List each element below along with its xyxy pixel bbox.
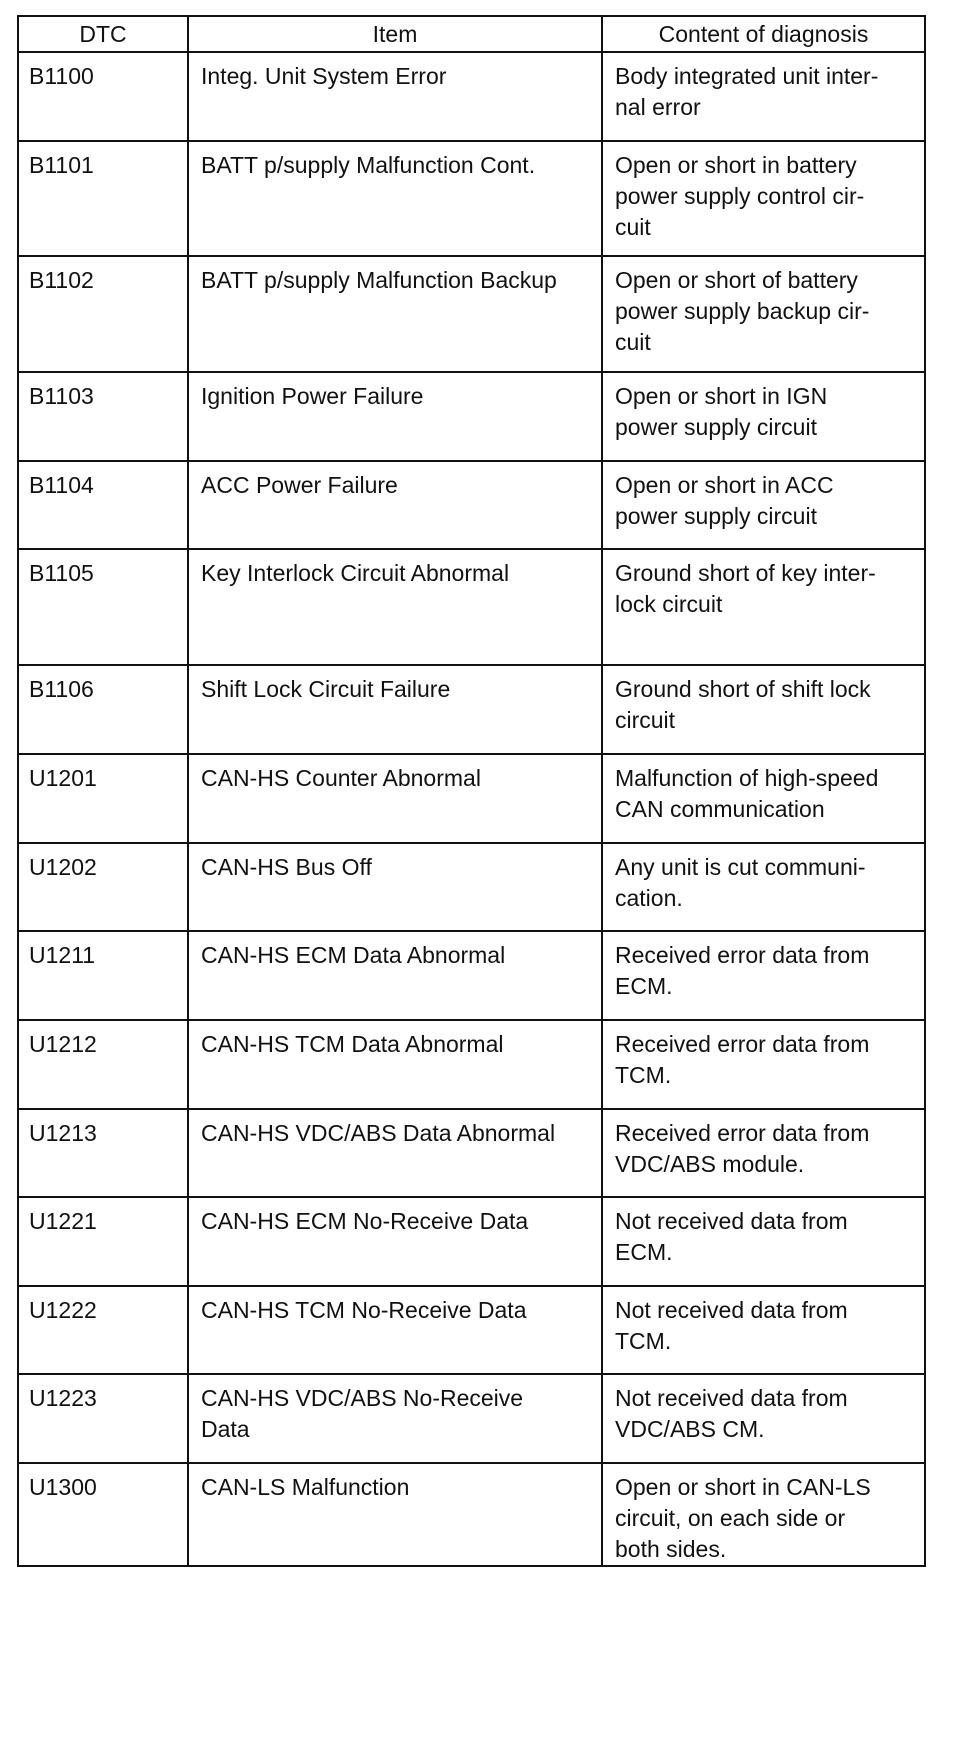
table-row <box>18 1286 925 1374</box>
dtc-code-cell: B1105 <box>18 549 188 665</box>
table-row <box>18 843 925 931</box>
table-row <box>18 1197 925 1286</box>
table-row <box>18 256 925 372</box>
diagnosis-cell: Ground short of key inter- lock circuit <box>602 549 925 665</box>
diagnosis-cell: Body integrated unit inter- nal error <box>602 52 925 141</box>
header-dtc: DTC <box>18 16 188 52</box>
diagnosis-cell: Open or short of battery power supply backup cir- cuit <box>602 256 925 372</box>
diagnosis-cell: Open or short in battery power supply control cir- cuit <box>602 141 925 256</box>
table-row <box>18 1374 925 1463</box>
item-cell: Shift Lock Circuit Failure <box>188 665 602 754</box>
dtc-code-cell: U1300 <box>18 1463 188 1566</box>
header-row <box>18 16 925 52</box>
item-cell: BATT p/supply Malfunction Backup <box>188 256 602 372</box>
dtc-code-cell: B1103 <box>18 372 188 461</box>
diagnosis-cell: Not received data from ECM. <box>602 1197 925 1286</box>
dtc-table <box>17 15 926 1567</box>
diagnosis-cell: Malfunction of high-speed CAN communication <box>602 754 925 843</box>
table-row <box>18 665 925 754</box>
dtc-code-cell: B1100 <box>18 52 188 141</box>
table-row <box>18 549 925 665</box>
table-header <box>18 16 925 52</box>
diagnosis-cell: Received error data from TCM. <box>602 1020 925 1109</box>
table-row <box>18 141 925 256</box>
diagnosis-cell: Not received data from TCM. <box>602 1286 925 1374</box>
dtc-code-cell: U1221 <box>18 1197 188 1286</box>
item-cell: Ignition Power Failure <box>188 372 602 461</box>
dtc-code-cell: B1106 <box>18 665 188 754</box>
dtc-code-cell: U1213 <box>18 1109 188 1197</box>
header-content-of-diagnosis: Content of diagnosis <box>602 16 925 52</box>
dtc-code-cell: U1223 <box>18 1374 188 1463</box>
table-row <box>18 1109 925 1197</box>
diagnosis-cell: Received error data from ECM. <box>602 931 925 1020</box>
item-cell: CAN-LS Malfunction <box>188 1463 602 1566</box>
item-cell: CAN-HS TCM No-Receive Data <box>188 1286 602 1374</box>
diagnosis-cell: Any unit is cut communi- cation. <box>602 843 925 931</box>
diagnosis-cell: Ground short of shift lock circuit <box>602 665 925 754</box>
table-row <box>18 1463 925 1566</box>
item-cell: CAN-HS Counter Abnormal <box>188 754 602 843</box>
item-cell: BATT p/supply Malfunction Cont. <box>188 141 602 256</box>
diagnosis-cell: Open or short in IGN power supply circuit <box>602 372 925 461</box>
diagnosis-cell: Not received data from VDC/ABS CM. <box>602 1374 925 1463</box>
item-cell: CAN-HS VDC/ABS No-Receive Data <box>188 1374 602 1463</box>
table-row <box>18 461 925 549</box>
dtc-code-cell: B1101 <box>18 141 188 256</box>
table-row <box>18 754 925 843</box>
diagnosis-cell: Received error data from VDC/ABS module. <box>602 1109 925 1197</box>
dtc-code-cell: U1212 <box>18 1020 188 1109</box>
item-cell: ACC Power Failure <box>188 461 602 549</box>
diagnosis-cell: Open or short in ACC power supply circuit <box>602 461 925 549</box>
dtc-code-cell: U1222 <box>18 1286 188 1374</box>
item-cell: CAN-HS TCM Data Abnormal <box>188 1020 602 1109</box>
table-row <box>18 931 925 1020</box>
dtc-code-cell: B1104 <box>18 461 188 549</box>
table-body <box>18 52 925 1566</box>
table-row <box>18 1020 925 1109</box>
item-cell: Key Interlock Circuit Abnormal <box>188 549 602 665</box>
dtc-code-cell: U1211 <box>18 931 188 1020</box>
table-row <box>18 52 925 141</box>
diagnosis-cell: Open or short in CAN-LS circuit, on each side or both sides. <box>602 1463 925 1566</box>
item-cell: Integ. Unit System Error <box>188 52 602 141</box>
item-cell: CAN-HS Bus Off <box>188 843 602 931</box>
header-item: Item <box>188 16 602 52</box>
item-cell: CAN-HS ECM Data Abnormal <box>188 931 602 1020</box>
dtc-code-cell: B1102 <box>18 256 188 372</box>
item-cell: CAN-HS VDC/ABS Data Abnormal <box>188 1109 602 1197</box>
table-row <box>18 372 925 461</box>
dtc-code-cell: U1201 <box>18 754 188 843</box>
dtc-code-cell: U1202 <box>18 843 188 931</box>
item-cell: CAN-HS ECM No-Receive Data <box>188 1197 602 1286</box>
